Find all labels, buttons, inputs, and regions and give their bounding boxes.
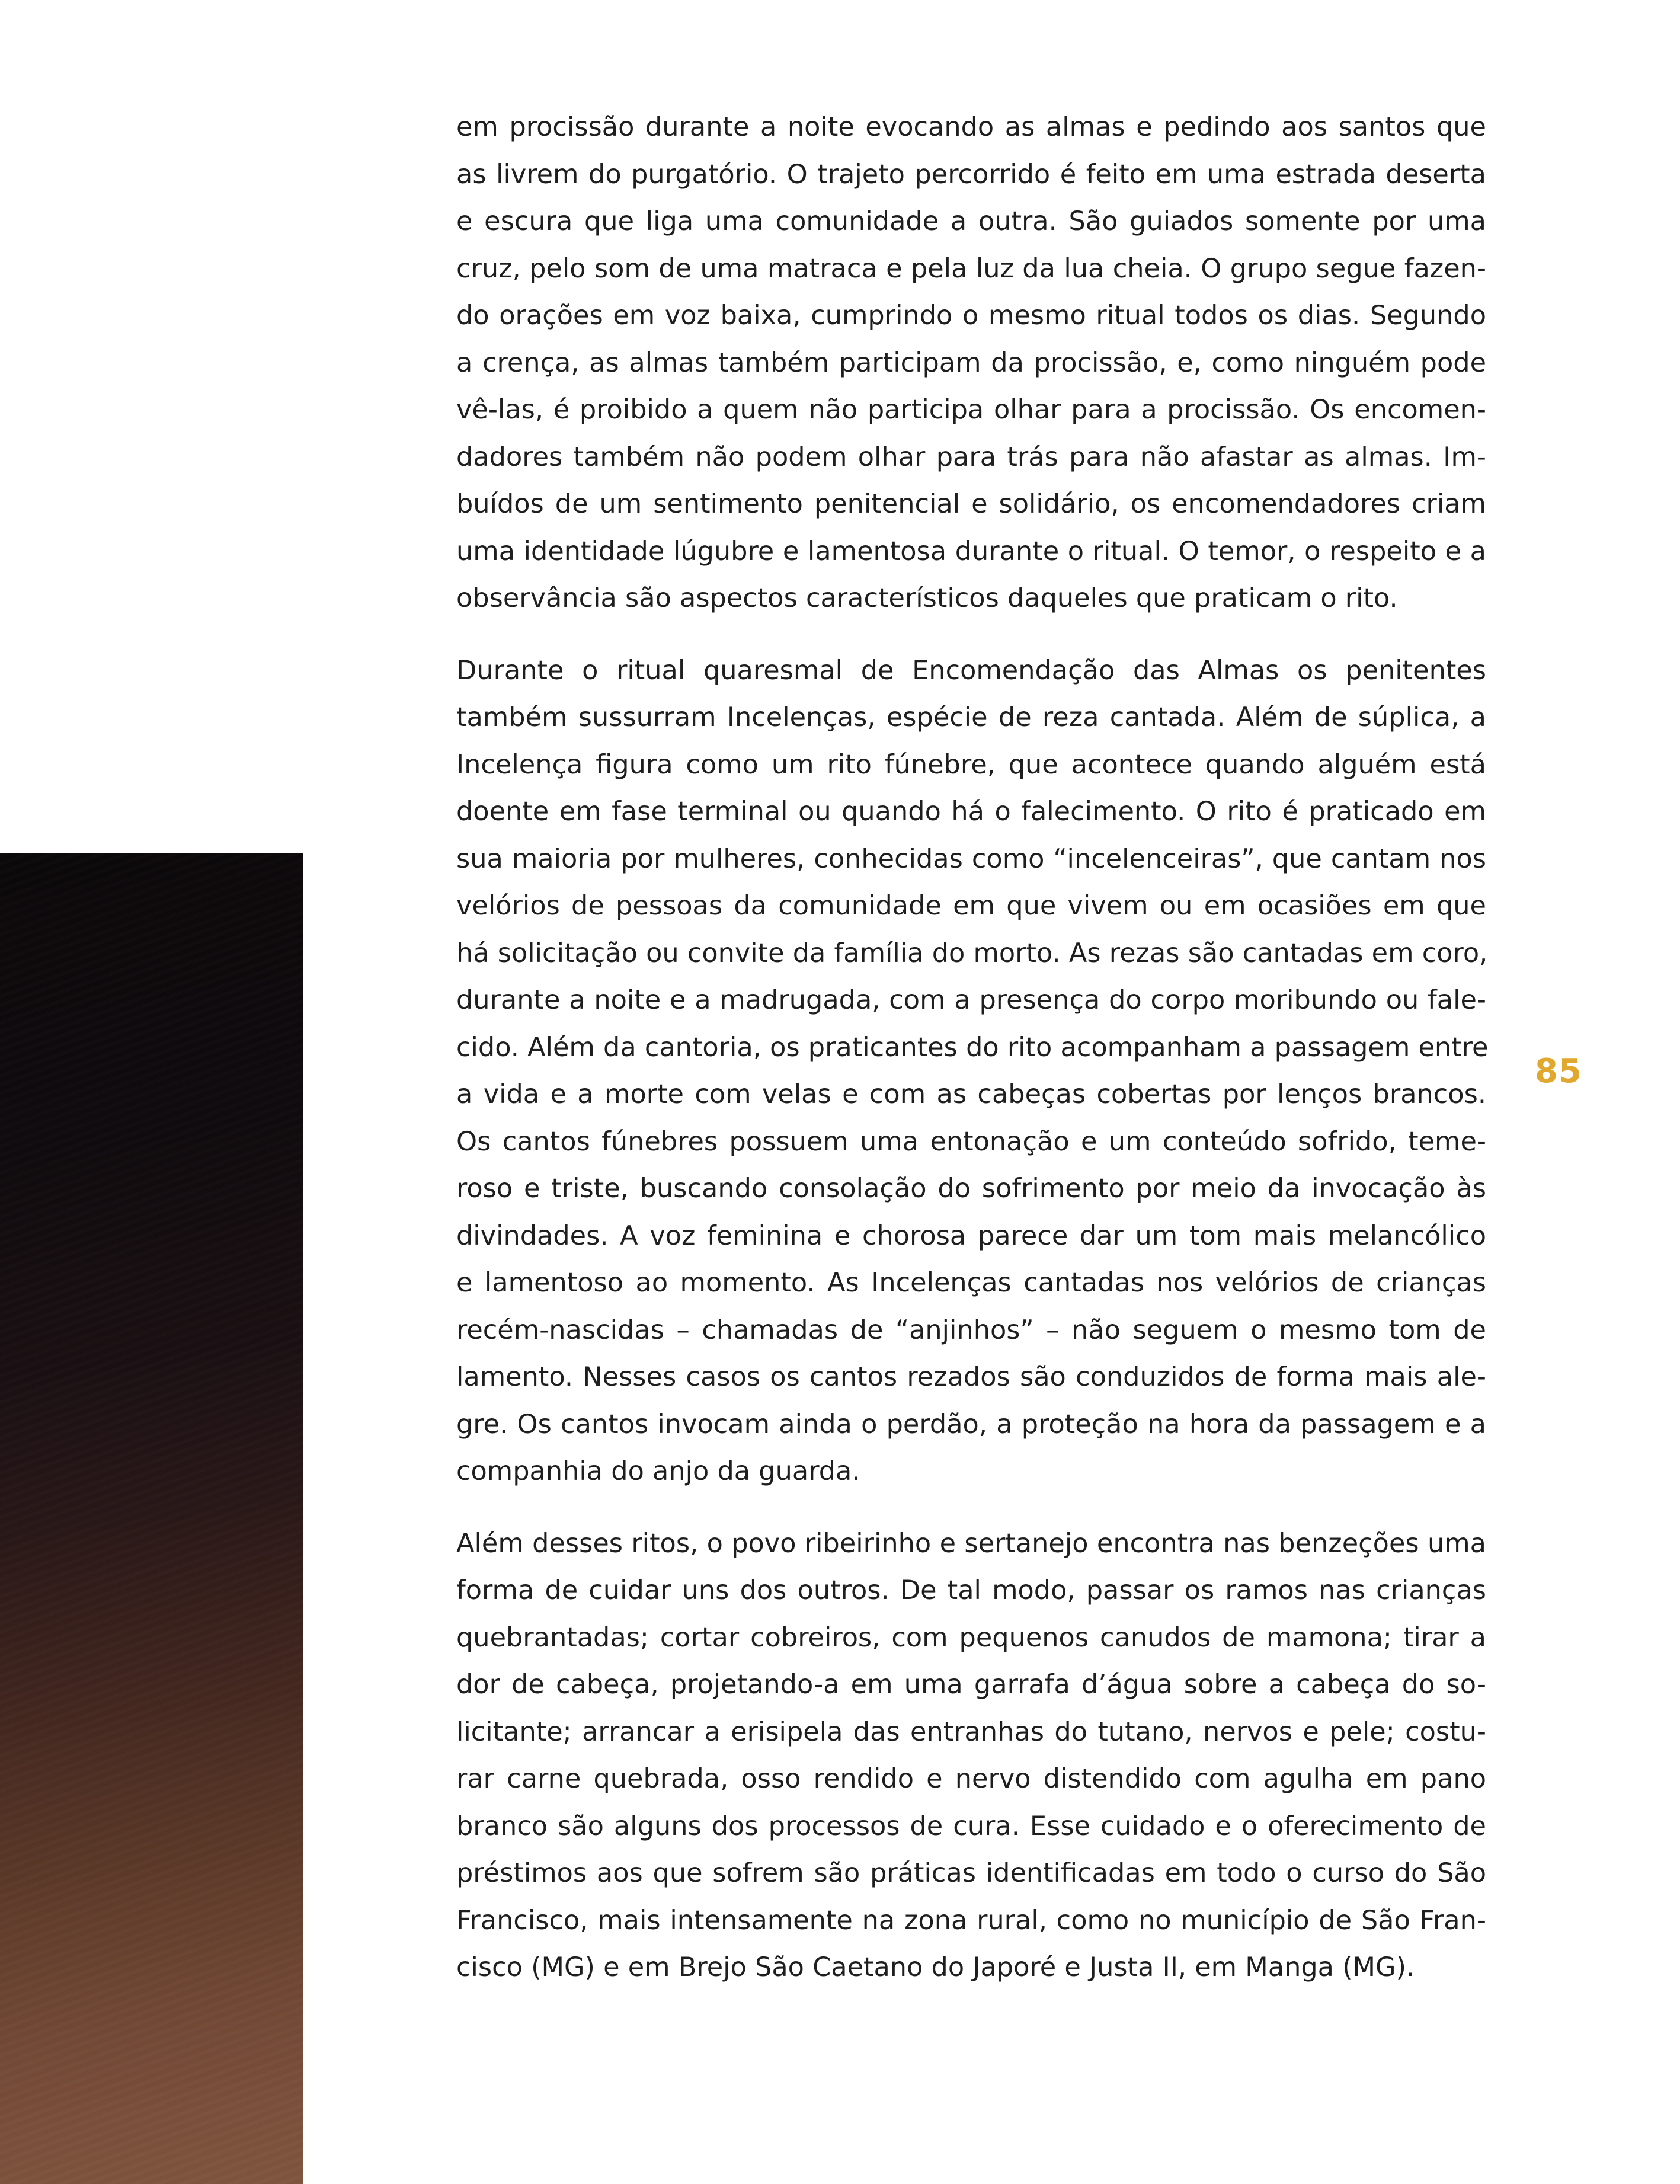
text-line: observância são aspectos característicos daqueles que praticam o rito.: [456, 583, 1398, 613]
text-line: Incelença figura como um rito fúnebre, que acontece quando alguém está: [456, 749, 1486, 780]
text-line: do orações em voz baixa, cumprindo o mesmo ritual todos os dias. Segundo: [456, 300, 1486, 331]
text-line: e lamentoso ao momento. As Incelenças cantadas nos velórios de crianças: [456, 1267, 1486, 1298]
text-line: gre. Os cantos invocam ainda o perdão, a proteção na hora da passagem e a: [456, 1408, 1486, 1440]
text-line: as livrem do purgatório. O trajeto percorrido é feito em uma estrada deserta: [456, 158, 1486, 190]
text-line: buídos de um sentimento penitencial e solidário, os encomendadores criam: [456, 488, 1486, 519]
photo-strip: [0, 853, 303, 2184]
paragraph-2: [456, 647, 1489, 1495]
text-line: a crença, as almas também participam da procissão, e, como ninguém pode: [456, 347, 1486, 378]
text-line: velórios de pessoas da comunidade em que vivem ou em ocasiões em que: [456, 890, 1486, 921]
text-line: cisco (MG) e em Brejo São Caetano do Japoré e Justa II, em Manga (MG).: [456, 1952, 1415, 1982]
text-line: também sussurram Incelenças, espécie de reza cantada. Além de súplica, a: [456, 702, 1486, 733]
text-line: préstimos aos que sofrem são práticas identificadas em todo o curso do São: [456, 1857, 1486, 1888]
text-line: dadores também não podem olhar para trás para não afastar as almas. Im-: [456, 441, 1486, 472]
paragraph-1: [456, 104, 1486, 622]
text-line: cruz, pelo som de uma matraca e pela luz da lua cheia. O grupo segue fazen-: [456, 252, 1486, 284]
text-line: recém-nascidas – chamadas de “anjinhos” – não seguem o mesmo tom de: [456, 1314, 1486, 1345]
paragraph-3: [456, 1520, 1486, 1991]
text-line: sua maioria por mulheres, conhecidas como “incelenceiras”, que cantam nos: [456, 843, 1486, 874]
text-line: vê-las, é proibido a quem não participa olhar para a procissão. Os encomen-: [456, 394, 1486, 425]
text-line: Os cantos fúnebres possuem uma entonação e um conteúdo sofrido, teme-: [456, 1125, 1486, 1157]
text-line: branco são alguns dos processos de cura. Esse cuidado e o oferecimento de: [456, 1810, 1486, 1841]
text-line: e escura que liga uma comunidade a outra. São guiados somente por uma: [456, 206, 1486, 236]
text-line: companhia do anjo da guarda.: [456, 1456, 860, 1486]
page-number: 85: [1535, 1052, 1582, 1091]
text-line: Francisco, mais intensamente na zona rural, como no município de São Fran-: [456, 1904, 1486, 1936]
text-line: durante a noite e a madrugada, com a presença do corpo moribundo ou fale-: [456, 984, 1486, 1015]
text-line: uma identidade lúgubre e lamentosa durante o ritual. O temor, o respeito e a: [456, 535, 1486, 567]
body-text: [456, 104, 1489, 2016]
text-line: quebrantadas; cortar cobreiros, com pequenos canudos de mamona; tirar a: [456, 1622, 1486, 1653]
text-line: roso e triste, buscando consolação do sofrimento por meio da invocação às: [456, 1173, 1486, 1204]
text-line: rar carne quebrada, osso rendido e nervo distendido com agulha em pano: [456, 1763, 1486, 1794]
text-line: há solicitação ou convite da família do morto. As rezas são cantadas em coro,: [456, 937, 1488, 968]
text-line: licitante; arrancar a erisipela das entranhas do tutano, nervos e pele; costu-: [456, 1716, 1486, 1747]
text-line: em procissão durante a noite evocando as almas e pedindo aos santos que: [456, 111, 1486, 142]
text-line: a vida e a morte com velas e com as cabeças cobertas por lenços brancos.: [456, 1079, 1486, 1109]
text-line: forma de cuidar uns dos outros. De tal modo, passar os ramos nas crianças: [456, 1575, 1486, 1606]
text-line: lamento. Nesses casos os cantos rezados são conduzidos de forma mais ale-: [456, 1361, 1486, 1392]
text-line: divindades. A voz feminina e chorosa parece dar um tom mais melancólico: [456, 1220, 1486, 1251]
text-line: Além desses ritos, o povo ribeirinho e sertanejo encontra nas benzeções uma: [456, 1527, 1486, 1559]
text-line: dor de cabeça, projetando-a em uma garrafa d’água sobre a cabeça do so-: [456, 1669, 1486, 1700]
text-line: doente em fase terminal ou quando há o falecimento. O rito é praticado em: [456, 796, 1486, 827]
text-line: Durante o ritual quaresmal de Encomendação das Almas os penitentes: [456, 654, 1486, 686]
text-line: cido. Além da cantoria, os praticantes do rito acompanham a passagem entre: [456, 1031, 1489, 1063]
